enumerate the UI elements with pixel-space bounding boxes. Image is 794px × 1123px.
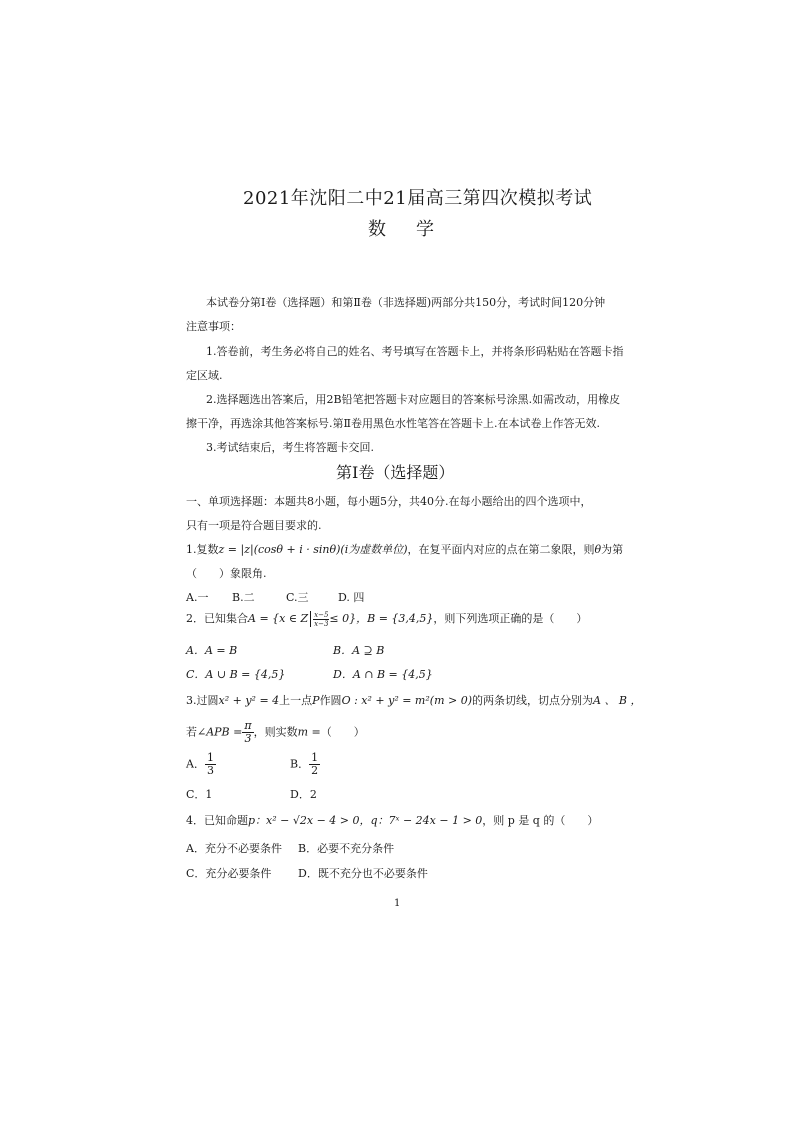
- q4-prefix: 4．已知命题: [186, 814, 248, 827]
- q2-option-c: C．A ∪ B = {4,5}: [186, 668, 286, 681]
- page-number: 1: [394, 898, 401, 909]
- q3-l1-f: 的两条切线，切点分别为: [472, 694, 593, 707]
- q3-point-p: P: [312, 694, 320, 707]
- q1-theta: θ: [594, 543, 602, 556]
- q4-option-d: D．既不充分也不必要条件: [298, 867, 428, 880]
- q2-fraction-den: x−3: [314, 619, 329, 628]
- q3-l1-c: 上一点: [279, 694, 313, 707]
- q4-option-c: C．充分必要条件: [186, 867, 272, 880]
- q3-l2-c: ，则实数: [253, 725, 298, 739]
- q3-option-b: [290, 752, 320, 777]
- q1-option-a: A.一: [186, 591, 209, 604]
- q2-prefix: 2．已知集合: [186, 612, 248, 625]
- instructions-line-1: 本试卷分第Ⅰ卷（选择题）和第Ⅱ卷（非选择题)两部分共150分，考试时间120分钟: [206, 296, 606, 309]
- q1-i-note: i为虚数单位): [344, 543, 408, 556]
- q3-l2-a: 若: [186, 725, 197, 739]
- q2-set-a-right: ≤ 0}: [329, 612, 357, 625]
- q3-option-b-num: 1: [311, 751, 319, 764]
- q1-option-b: B.二: [232, 591, 255, 604]
- q3-pi: π: [244, 719, 252, 732]
- q4-p: p：: [248, 814, 267, 827]
- q1-option-c: C.三: [286, 591, 309, 604]
- q3-pi-over-3: [242, 720, 253, 745]
- q1-mid: ，在复平面内对应的点在第二象限，则: [407, 543, 595, 556]
- q3-option-d: D．2: [290, 788, 317, 801]
- q3-points-ab: A 、 B ，: [593, 694, 642, 707]
- question-3-line-1: [186, 692, 642, 708]
- q3-l2-d: （ ）: [320, 725, 365, 739]
- q4-option-b: B．必要不充分条件: [298, 842, 395, 855]
- q3-option-b-fraction: [309, 752, 320, 777]
- q2-set-a-left: A = {x ∈ Z: [248, 612, 309, 625]
- subject-char-2: 学: [416, 219, 434, 240]
- q3-three: 3: [244, 732, 252, 745]
- question-3-line-2: [186, 720, 365, 745]
- q3-option-a-fraction: [205, 752, 216, 777]
- q3-l1-a: 3.过圆: [186, 694, 219, 707]
- q3-option-a-num: 1: [206, 751, 214, 764]
- q4-p-expression: x² − √2x − 4 > 0: [266, 814, 360, 827]
- q3-option-b-label: B．: [290, 757, 310, 771]
- q1-suffix: 为第: [601, 543, 624, 556]
- q3-option-a: [186, 752, 216, 777]
- q4-option-a: A．充分不必要条件: [186, 842, 282, 855]
- section-desc-2: 只有一项是符合题目要求的.: [186, 519, 322, 532]
- instruction-item-2a: 2.选择题选出答案后，用2B铅笔把答题卡对应题目的答案标号涂黑.如需改动，用橡皮: [206, 393, 621, 406]
- q2-option-a: A．A = B: [186, 644, 238, 657]
- q3-angle: ∠APB =: [197, 725, 243, 739]
- exam-title: 2021年沈阳二中21届高三第四次模拟考试: [243, 188, 593, 209]
- q2-suffix: ，则下列选项正确的是（ ）: [433, 612, 588, 625]
- q3-option-a-den: 3: [206, 764, 214, 777]
- q1-option-d: D. 四: [338, 591, 365, 604]
- q4-suffix: ，则 p 是 q 的（ ）: [482, 814, 599, 827]
- instruction-item-1b: 定区域.: [186, 369, 223, 382]
- q4-q: ，q：: [359, 814, 389, 827]
- q3-option-a-label: A．: [186, 757, 205, 771]
- q2-fraction-num: x−5: [314, 610, 329, 619]
- q3-option-b-den: 2: [311, 764, 319, 777]
- q2-option-b: B．A ⊇ B: [333, 644, 385, 657]
- instruction-item-2b: 擦干净，再选涂其他答案标号.第Ⅱ卷用黑色水性笔答在答题卡上.在本试卷上作答无效.: [186, 417, 600, 430]
- subject-char-1: 数: [368, 219, 386, 240]
- q1-expression: z = |z|(cosθ + i · sinθ)(: [218, 543, 345, 556]
- q3-circle-1: x² + y² = 4: [218, 694, 280, 707]
- question-4-line-1: [186, 812, 598, 828]
- q2-set-b: ，B = {3,4,5}: [356, 612, 434, 625]
- section-title: 第Ⅰ卷（选择题）: [336, 463, 455, 482]
- q3-l1-d: 作圆: [319, 694, 342, 707]
- question-2-line-1: [186, 610, 587, 628]
- instruction-item-1a: 1.答卷前，考生务必将自己的姓名、考号填写在答题卡上，并将条形码粘贴在答题卡指: [206, 345, 624, 358]
- instructions-notice-heading: 注意事项：: [186, 320, 241, 333]
- set-builder-bar: [310, 611, 311, 627]
- q4-q-expression: 7ˣ − 24x − 1 > 0: [388, 814, 483, 827]
- q3-m: m =: [297, 725, 321, 739]
- section-desc-1: 一、单项选择题：本题共8小题，每小题5分，共40分.在每小题给出的四个选项中，: [186, 495, 592, 508]
- q2-fraction: [313, 611, 329, 628]
- q3-option-c: C．1: [186, 788, 213, 801]
- q3-circle-2: O : x² + y² = m²(m > 0): [341, 694, 472, 707]
- instruction-item-3: 3.考试结束后，考生将答题卡交回.: [206, 441, 374, 454]
- q1-prefix: 1.复数: [186, 543, 219, 556]
- question-1-line-1: [186, 541, 623, 557]
- q2-option-d: D．A ∩ B = {4,5}: [333, 668, 433, 681]
- question-1-line-2: （ ）象限角.: [186, 567, 267, 580]
